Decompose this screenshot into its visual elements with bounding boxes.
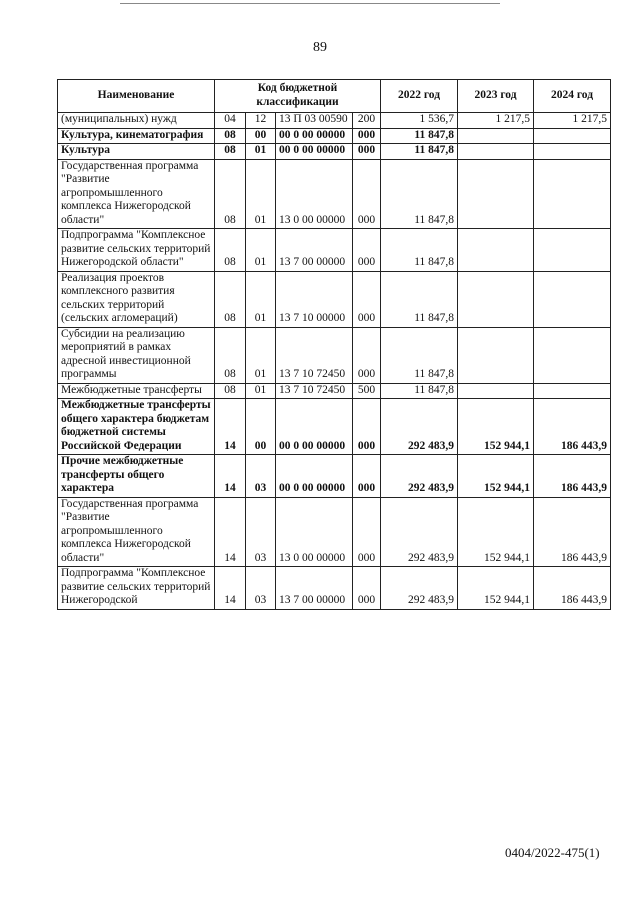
target-item-code-cell: 13 7 10 72450 (276, 327, 353, 383)
amount-2024-cell: 186 443,9 (534, 455, 611, 498)
amount-2024-cell (534, 229, 611, 272)
amount-2023-cell: 152 944,1 (458, 455, 534, 498)
subsection-code-cell: 03 (246, 455, 276, 498)
table-row (58, 399, 611, 455)
amount-2022-cell: 292 483,9 (381, 399, 458, 455)
section-code-cell: 08 (215, 327, 246, 383)
amount-2022-cell: 11 847,8 (381, 159, 458, 229)
section-code-cell: 08 (215, 128, 246, 144)
expense-type-code-cell: 200 (353, 113, 381, 129)
subsection-code-cell: 01 (246, 144, 276, 160)
row-name-cell: Подпрограмма "Комплексное развитие сельских территорий Нижегородской области" (58, 229, 215, 272)
amount-2024-cell: 186 443,9 (534, 399, 611, 455)
table-row (58, 497, 611, 567)
subsection-code-cell: 01 (246, 271, 276, 327)
amount-2024-cell (534, 327, 611, 383)
subsection-code-cell: 01 (246, 383, 276, 399)
table-row (58, 159, 611, 229)
expense-type-code-cell: 000 (353, 455, 381, 498)
expense-type-code-cell: 000 (353, 144, 381, 160)
table-row (58, 327, 611, 383)
target-item-code-cell: 00 0 00 00000 (276, 144, 353, 160)
expense-type-code-cell: 000 (353, 399, 381, 455)
amount-2024-cell (534, 144, 611, 160)
amount-2023-cell (458, 128, 534, 144)
expense-type-code-cell: 000 (353, 128, 381, 144)
section-code-cell: 14 (215, 497, 246, 567)
amount-2024-cell (534, 159, 611, 229)
header-year-2023: 2023 год (458, 80, 534, 113)
table-row (58, 229, 611, 272)
section-code-cell: 14 (215, 399, 246, 455)
document-number: 0404/2022-475(1) (505, 845, 600, 860)
header-year-2024: 2024 год (534, 80, 611, 113)
amount-2024-cell: 186 443,9 (534, 497, 611, 567)
target-item-code-cell: 00 0 00 00000 (276, 128, 353, 144)
top-edge-line (120, 3, 500, 4)
row-name-cell: Субсидии на реализацию мероприятий в рамках адресной инвестиционной программы (58, 327, 215, 383)
section-code-cell: 04 (215, 113, 246, 129)
subsection-code-cell: 03 (246, 567, 276, 610)
amount-2023-cell (458, 144, 534, 160)
amount-2024-cell (534, 128, 611, 144)
table-row (58, 271, 611, 327)
section-code-cell: 14 (215, 455, 246, 498)
amount-2022-cell: 11 847,8 (381, 128, 458, 144)
budget-table (57, 79, 611, 610)
header-name: Наименование (58, 80, 215, 113)
section-code-cell: 08 (215, 159, 246, 229)
amount-2023-cell (458, 159, 534, 229)
section-code-cell: 08 (215, 144, 246, 160)
target-item-code-cell: 13 7 00 00000 (276, 567, 353, 610)
subsection-code-cell: 01 (246, 159, 276, 229)
amount-2023-cell: 152 944,1 (458, 567, 534, 610)
table-row (58, 383, 611, 399)
header-budget-code: Код бюджетной классификации (215, 80, 381, 113)
amount-2023-cell (458, 229, 534, 272)
target-item-code-cell: 13 7 10 72450 (276, 383, 353, 399)
subsection-code-cell: 12 (246, 113, 276, 129)
section-code-cell: 14 (215, 567, 246, 610)
target-item-code-cell: 00 0 00 00000 (276, 455, 353, 498)
section-code-cell: 08 (215, 229, 246, 272)
row-name-cell: Культура, кинематография (58, 128, 215, 144)
amount-2022-cell: 11 847,8 (381, 383, 458, 399)
amount-2022-cell: 292 483,9 (381, 455, 458, 498)
target-item-code-cell: 13 0 00 00000 (276, 159, 353, 229)
subsection-code-cell: 03 (246, 497, 276, 567)
amount-2024-cell (534, 271, 611, 327)
amount-2022-cell: 292 483,9 (381, 567, 458, 610)
subsection-code-cell: 00 (246, 399, 276, 455)
expense-type-code-cell: 000 (353, 271, 381, 327)
expense-type-code-cell: 000 (353, 159, 381, 229)
target-item-code-cell: 13 7 00 00000 (276, 229, 353, 272)
expense-type-code-cell: 000 (353, 229, 381, 272)
amount-2023-cell (458, 327, 534, 383)
subsection-code-cell: 00 (246, 128, 276, 144)
amount-2024-cell (534, 383, 611, 399)
table-row (58, 128, 611, 144)
expense-type-code-cell: 000 (353, 327, 381, 383)
row-name-cell: Межбюджетные трансферты общего характера бюджетам бюджетной системы Российской Федерации (58, 399, 215, 455)
row-name-cell: Культура (58, 144, 215, 160)
table-row (58, 455, 611, 498)
table-row (58, 567, 611, 610)
amount-2023-cell (458, 271, 534, 327)
subsection-code-cell: 01 (246, 229, 276, 272)
expense-type-code-cell: 000 (353, 567, 381, 610)
table-row (58, 113, 611, 129)
section-code-cell: 08 (215, 383, 246, 399)
row-name-cell: Государственная программа "Развитие агропромышленного комплекса Нижегородской области" (58, 497, 215, 567)
row-name-cell: (муниципальных) нужд (58, 113, 215, 129)
target-item-code-cell: 13 0 00 00000 (276, 497, 353, 567)
row-name-cell: Государственная программа "Развитие агропромышленного комплекса Нижегородской области" (58, 159, 215, 229)
page-number: 89 (313, 40, 327, 55)
target-item-code-cell: 00 0 00 00000 (276, 399, 353, 455)
amount-2023-cell: 152 944,1 (458, 497, 534, 567)
row-name-cell: Реализация проектов комплексного развития сельских территорий (сельских агломераций) (58, 271, 215, 327)
amount-2022-cell: 11 847,8 (381, 229, 458, 272)
row-name-cell: Подпрограмма "Комплексное развитие сельских территорий Нижегородской (58, 567, 215, 610)
section-code-cell: 08 (215, 271, 246, 327)
amount-2023-cell (458, 383, 534, 399)
expense-type-code-cell: 500 (353, 383, 381, 399)
amount-2023-cell: 152 944,1 (458, 399, 534, 455)
target-item-code-cell: 13 7 10 00000 (276, 271, 353, 327)
row-name-cell: Прочие межбюджетные трансферты общего характера (58, 455, 215, 498)
table-row (58, 144, 611, 160)
expense-type-code-cell: 000 (353, 497, 381, 567)
amount-2023-cell: 1 217,5 (458, 113, 534, 129)
amount-2022-cell: 11 847,8 (381, 271, 458, 327)
amount-2024-cell: 1 217,5 (534, 113, 611, 129)
amount-2022-cell: 11 847,8 (381, 144, 458, 160)
amount-2022-cell: 11 847,8 (381, 327, 458, 383)
subsection-code-cell: 01 (246, 327, 276, 383)
row-name-cell: Межбюджетные трансферты (58, 383, 215, 399)
amount-2022-cell: 292 483,9 (381, 497, 458, 567)
header-year-2022: 2022 год (381, 80, 458, 113)
target-item-code-cell: 13 П 03 00590 (276, 113, 353, 129)
amount-2022-cell: 1 536,7 (381, 113, 458, 129)
table-header-row (58, 80, 611, 113)
amount-2024-cell: 186 443,9 (534, 567, 611, 610)
